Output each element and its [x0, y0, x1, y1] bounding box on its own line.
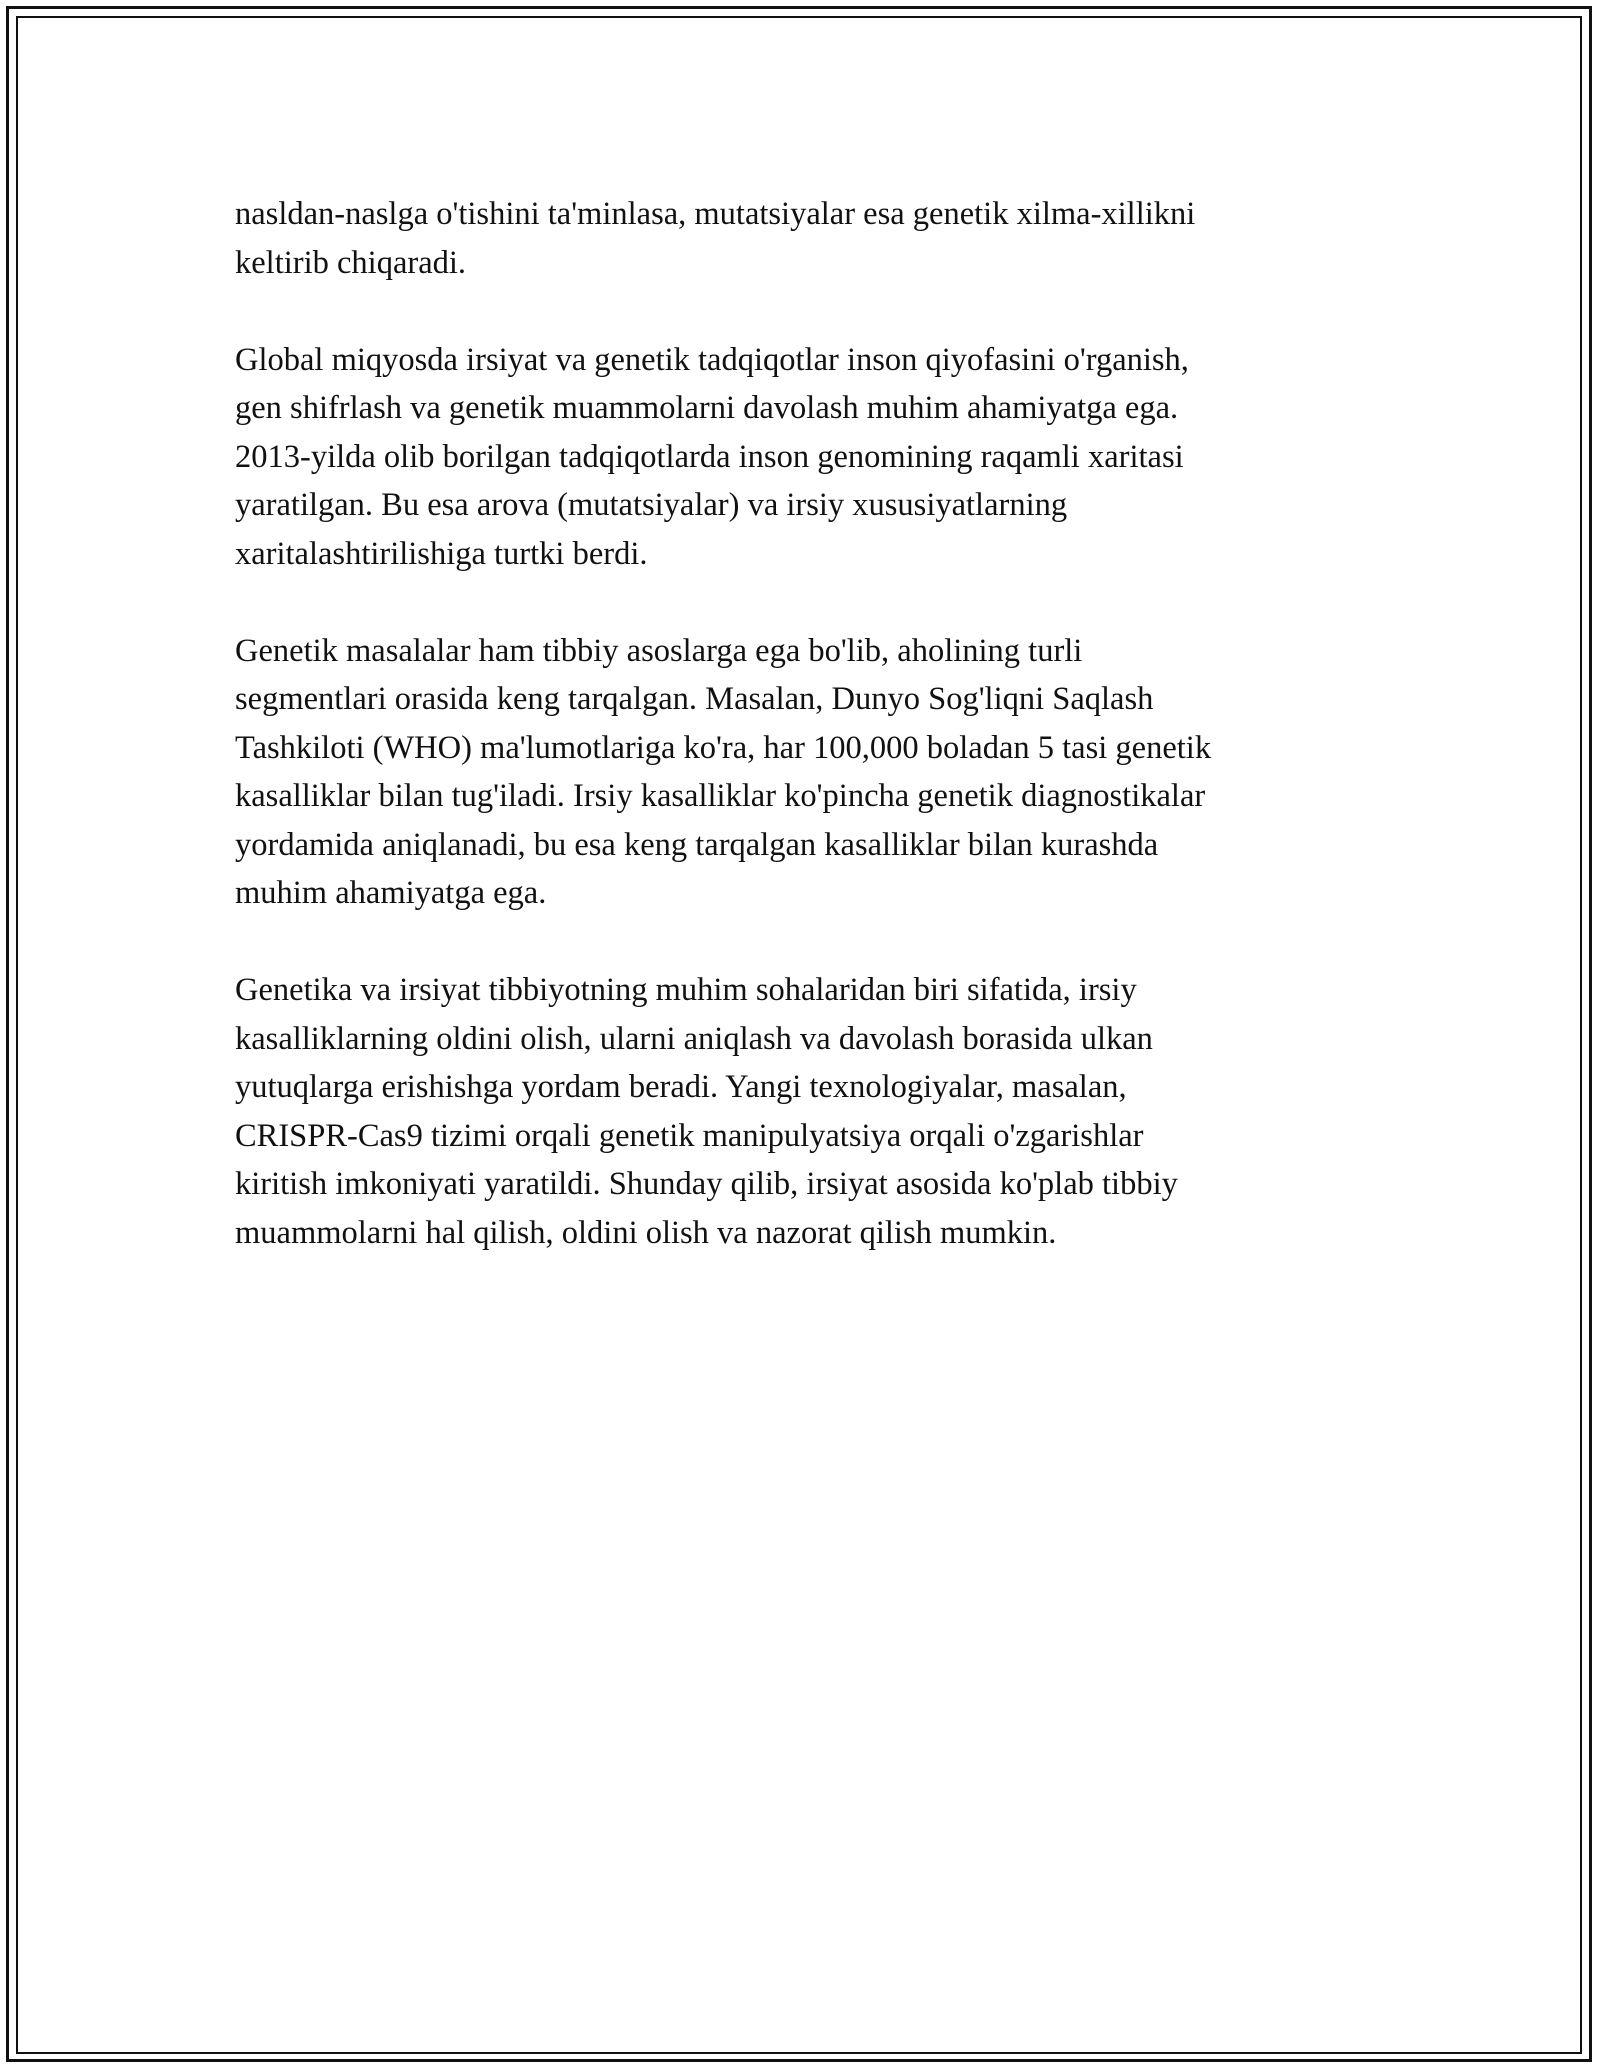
- paragraph-line: yaratilgan. Bu esa arova (mutatsiyalar) va irsiy xususiyatlarning: [235, 487, 1068, 523]
- paragraph-line: xaritalashtirilishiga turtki berdi.: [235, 535, 648, 572]
- paragraph-1: [235, 190, 1355, 287]
- paragraph-line: CRISPR-Cas9 tizimi orqali genetik manipulyatsiya orqali o'zgarishlar: [235, 1117, 1144, 1154]
- paragraph-line: keltirib chiqaradi.: [235, 244, 467, 281]
- paragraph-4: [235, 966, 1355, 1257]
- paragraph-line: yutuqlarga erishishga yordam beradi. Yangi texnologiyalar, masalan,: [235, 1069, 1127, 1105]
- paragraph-3: [235, 627, 1355, 918]
- paragraph-line: muhim ahamiyatga ega.: [235, 875, 547, 911]
- paragraph-line: kasalliklar bilan tug'iladi. Irsiy kasalliklar ko'pincha genetik diagnostikalar: [235, 778, 1206, 814]
- paragraph-line: gen shifrlash va genetik muammolarni davolash muhim ahamiyatga ega.: [235, 390, 1179, 426]
- paragraph-line: 2013-yilda olib borilgan tadqiqotlarda inson genomining raqamli xaritasi: [235, 438, 1184, 475]
- paragraph-line: kasalliklarning oldini olish, ularni aniqlash va davolash borasida ulkan: [235, 1020, 1153, 1057]
- paragraph-line: Genetik masalalar ham tibbiy asoslarga ega bo'lib, aholining turli: [235, 632, 1083, 669]
- paragraph-line: Tashkiloti (WHO) ma'lumotlariga ko'ra, har 100,000 boladan 5 tasi genetik: [235, 729, 1212, 766]
- document-body: [235, 190, 1355, 1306]
- paragraph-line: muammolarni hal qilish, oldini olish va nazorat qilish mumkin.: [235, 1214, 1057, 1251]
- paragraph-line: Global miqyosda irsiyat va genetik tadqiqotlar inson qiyofasini o'rganish,: [235, 341, 1189, 378]
- paragraph-line: segmentlari orasida keng tarqalgan. Masalan, Dunyo Sog'liqni Saqlash: [235, 681, 1154, 717]
- paragraph-2: [235, 336, 1355, 579]
- paragraph-line: yordamida aniqlanadi, bu esa keng tarqalgan kasalliklar bilan kurashda: [235, 826, 1159, 863]
- paragraph-line: nasldan-naslga o'tishini ta'minlasa, mutatsiyalar esa genetik xilma-xillikni: [235, 196, 1196, 232]
- paragraph-line: Genetika va irsiyat tibbiyotning muhim sohalaridan biri sifatida, irsiy: [235, 972, 1137, 1008]
- paragraph-line: kiritish imkoniyati yaratildi. Shunday qilib, irsiyat asosida ko'plab tibbiy: [235, 1166, 1178, 1202]
